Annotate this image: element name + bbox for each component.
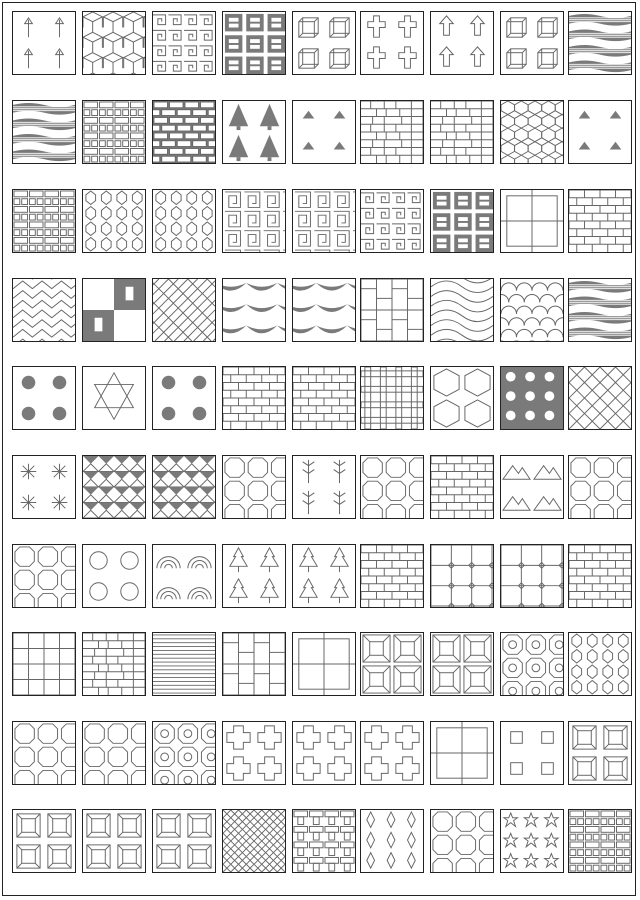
triangles-small-pattern: [292, 100, 356, 164]
crosses-pattern: [360, 11, 424, 75]
brick-wall-pattern: [568, 189, 632, 253]
trees-solid-pattern: [222, 100, 286, 164]
brick-wall-pattern: [430, 455, 494, 519]
t-blocks-pattern: [292, 809, 356, 873]
hexagon-chain-pattern: [152, 189, 216, 253]
hexagon-honeycomb-pattern: [500, 100, 564, 164]
triangles-small-pattern: [568, 100, 632, 164]
diamond-mesh-pattern: [222, 809, 286, 873]
octagon-square-pattern: [222, 455, 286, 519]
zigzag-pattern: [12, 278, 76, 342]
stone-wall-pattern: [82, 632, 146, 696]
ornamental-tile-pattern: [430, 632, 494, 696]
large-squares-pattern: [430, 721, 494, 785]
polka-dots-pattern: [12, 366, 76, 430]
crosses-plus-pattern: [292, 721, 356, 785]
maze-pattern: [222, 189, 286, 253]
herringbone-triangles-pattern: [152, 455, 216, 519]
basket-weave-pattern: [82, 100, 146, 164]
mountains-pattern: [500, 455, 564, 519]
brick-dark-pattern: [152, 100, 216, 164]
rainbow-arcs-pattern: [152, 544, 216, 608]
diagonal-brick-pattern: [152, 278, 216, 342]
hexagon-chain-pattern: [82, 189, 146, 253]
polka-dots-pattern: [152, 366, 216, 430]
crosses-plus-pattern: [360, 721, 424, 785]
large-squares-pattern: [292, 632, 356, 696]
chess-pieces-pattern: [82, 278, 146, 342]
stone-wall-pattern: [430, 100, 494, 164]
plaid-pattern: [360, 366, 424, 430]
arrows-pattern: [12, 11, 76, 75]
ornamental-tile-pattern: [360, 632, 424, 696]
arrows-outline-pattern: [430, 11, 494, 75]
octagon-square-pattern: [360, 455, 424, 519]
diamond-flowers-pattern: [360, 809, 424, 873]
stone-wall-pattern: [360, 100, 424, 164]
greek-key-pattern: [360, 189, 424, 253]
hexagon-chain-pattern: [568, 632, 632, 696]
octagon-square-pattern: [12, 544, 76, 608]
diamond-grid-pattern: [430, 544, 494, 608]
bevel-squares-pattern: [152, 809, 216, 873]
moon-waves-pattern: [292, 278, 356, 342]
wave-stripes-pattern: [568, 278, 632, 342]
bevel-squares-pattern: [12, 809, 76, 873]
crosses-plus-pattern: [222, 721, 286, 785]
isometric-cubes-pattern: [82, 11, 146, 75]
brick-wall-pattern: [360, 544, 424, 608]
snowflakes-pattern: [12, 455, 76, 519]
pattern-sheet: [2, 2, 636, 896]
brick-wall-pattern: [292, 366, 356, 430]
diamond-grid-pattern: [500, 544, 564, 608]
greek-key-solid-pattern: [430, 189, 494, 253]
cube-outline-pattern: [292, 11, 356, 75]
greek-key-solid-pattern: [222, 11, 286, 75]
diamond-lattice-pattern: [568, 366, 632, 430]
polka-dots-dense-pattern: [500, 366, 564, 430]
octagon-square-pattern: [430, 809, 494, 873]
wave-stripes-pattern: [568, 11, 632, 75]
circles-pattern: [82, 544, 146, 608]
cube-outline-pattern: [500, 11, 564, 75]
wave-lines-pattern: [430, 278, 494, 342]
octagon-rings-pattern: [500, 632, 564, 696]
large-squares-pattern: [500, 189, 564, 253]
octagon-rings-pattern: [152, 721, 216, 785]
horizontal-lines-pattern: [152, 632, 216, 696]
stars-pattern: [500, 809, 564, 873]
parquet-pattern: [360, 278, 424, 342]
trees-outline-pattern: [292, 544, 356, 608]
moon-waves-pattern: [222, 278, 286, 342]
hexagons-large-pattern: [430, 366, 494, 430]
grid-pattern: [12, 632, 76, 696]
basket-weave-pattern: [12, 189, 76, 253]
trees-outline-pattern: [222, 544, 286, 608]
brick-wall-pattern: [568, 544, 632, 608]
fish-scale-pattern: [500, 278, 564, 342]
herringbone-triangles-pattern: [82, 455, 146, 519]
wave-stripes-pattern: [12, 100, 76, 164]
octagon-square-pattern: [82, 721, 146, 785]
octagon-square-pattern: [568, 455, 632, 519]
small-squares-pattern: [500, 721, 564, 785]
branch-pattern: [292, 455, 356, 519]
star-of-david-pattern: [82, 366, 146, 430]
basket-weave-pattern: [568, 809, 632, 873]
maze-pattern: [292, 189, 356, 253]
bevel-squares-pattern: [568, 721, 632, 785]
octagon-square-pattern: [12, 721, 76, 785]
brick-wall-pattern: [222, 366, 286, 430]
bevel-squares-pattern: [82, 809, 146, 873]
greek-key-pattern: [152, 11, 216, 75]
parquet-pattern: [222, 632, 286, 696]
